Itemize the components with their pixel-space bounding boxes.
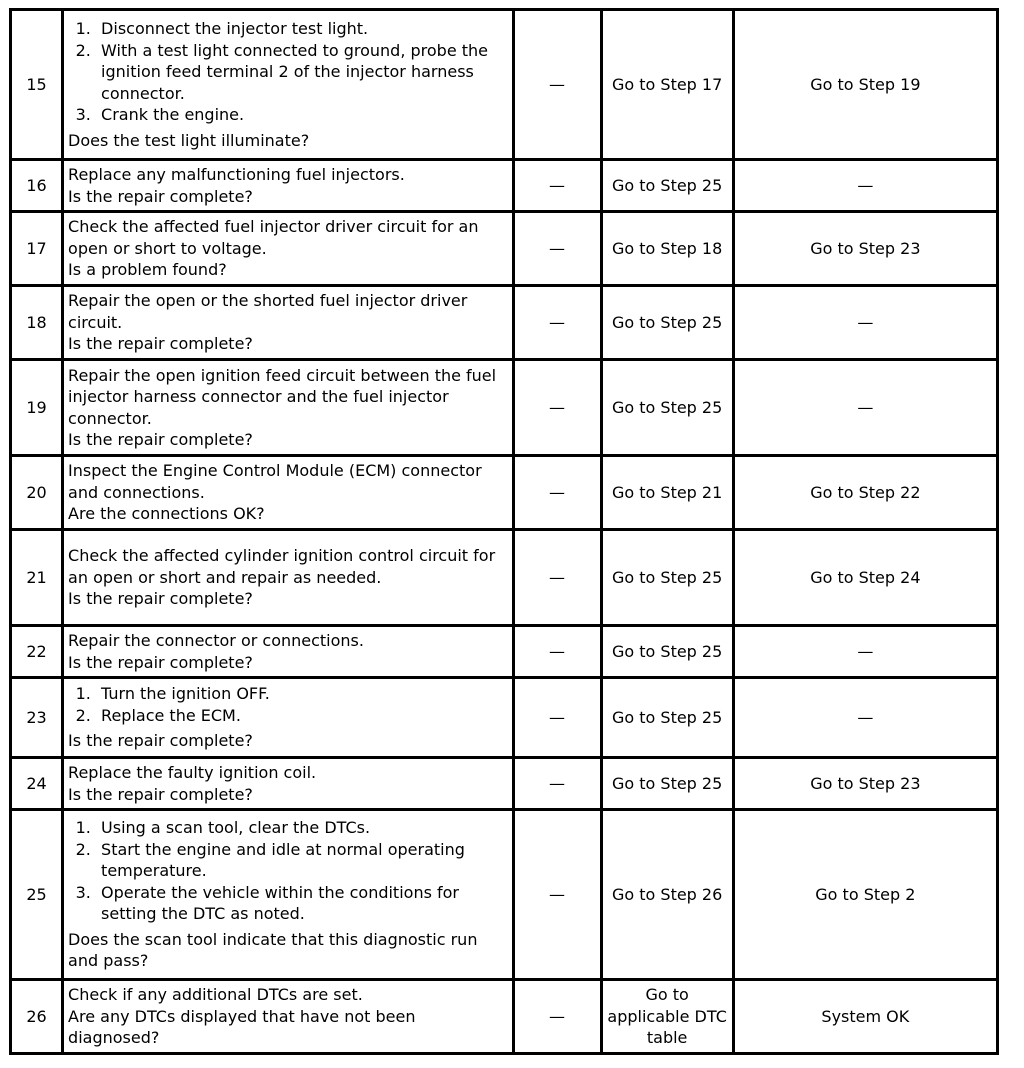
no-cell: — <box>733 360 997 456</box>
action-list <box>68 817 507 925</box>
value-cell: — <box>513 626 601 678</box>
step-action <box>63 678 513 758</box>
diagnostic-table-body <box>11 10 998 1054</box>
value-cell: — <box>513 10 601 160</box>
action-list-item: 2. With a test light connected to ground, probe the ignition feed terminal 2 of the injector harness connector. <box>101 40 507 105</box>
step-number: 20 <box>11 456 63 530</box>
yes-cell: Go to Step 25 <box>601 530 733 626</box>
action-list-item: 3. Crank the engine. <box>101 104 507 126</box>
step-number: 18 <box>11 286 63 360</box>
diagnostic-table <box>9 8 999 1055</box>
yes-cell: Go to Step 25 <box>601 626 733 678</box>
no-cell: Go to Step 22 <box>733 456 997 530</box>
action-list-item: 1. Turn the ignition OFF. <box>101 683 507 705</box>
table-row <box>11 160 998 212</box>
action-text: Replace any malfunctioning fuel injectors. <box>68 165 405 184</box>
action-list-item: 2. Start the engine and idle at normal operating temperature. <box>101 839 507 882</box>
action-text: Replace the faulty ignition coil. <box>68 763 317 782</box>
action-list <box>68 683 507 726</box>
action-question: Is the repair complete? <box>68 589 253 609</box>
no-cell: Go to Step 24 <box>733 530 997 626</box>
no-cell: Go to Step 19 <box>733 10 997 160</box>
yes-cell: Go to Step 25 <box>601 360 733 456</box>
action-list-item: 2. Replace the ECM. <box>101 705 507 727</box>
step-action <box>63 10 513 160</box>
action-question: Does the scan tool indicate that this diagnostic run and pass? <box>68 929 478 971</box>
table-row <box>11 212 998 286</box>
action-list-item: 1. Disconnect the injector test light. <box>101 18 507 40</box>
yes-cell: Go to Step 25 <box>601 758 733 810</box>
value-cell: — <box>513 456 601 530</box>
step-action <box>63 212 513 286</box>
step-number: 24 <box>11 758 63 810</box>
table-row <box>11 286 998 360</box>
action-question: Is the repair complete? <box>68 731 253 751</box>
no-cell: — <box>733 626 997 678</box>
yes-cell: Go to Step 25 <box>601 160 733 212</box>
table-row <box>11 810 998 980</box>
step-number: 26 <box>11 980 63 1054</box>
step-number: 15 <box>11 10 63 160</box>
action-question: Is a problem found? <box>68 260 227 280</box>
table-row <box>11 360 998 456</box>
step-number: 17 <box>11 212 63 286</box>
value-cell: — <box>513 360 601 456</box>
no-cell: Go to Step 23 <box>733 212 997 286</box>
action-question: Are the connections OK? <box>68 504 265 524</box>
table-row <box>11 678 998 758</box>
action-list <box>68 18 507 126</box>
no-cell: Go to Step 23 <box>733 758 997 810</box>
action-text: Inspect the Engine Control Module (ECM) connector and connections. <box>68 461 482 502</box>
yes-cell: Go to applicable DTC table <box>601 980 733 1054</box>
yes-cell: Go to Step 17 <box>601 10 733 160</box>
action-question: Does the test light illuminate? <box>68 130 310 150</box>
action-question: Is the repair complete? <box>68 784 253 804</box>
step-number: 19 <box>11 360 63 456</box>
no-cell: Go to Step 2 <box>733 810 997 980</box>
step-action <box>63 286 513 360</box>
yes-cell: Go to Step 26 <box>601 810 733 980</box>
action-list-item: 1. Using a scan tool, clear the DTCs. <box>101 817 507 839</box>
step-number: 25 <box>11 810 63 980</box>
table-row <box>11 530 998 626</box>
table-row <box>11 10 998 160</box>
action-text: Check the affected cylinder ignition control circuit for an open or short and repair as needed. <box>68 546 496 587</box>
step-action <box>63 980 513 1054</box>
step-number: 23 <box>11 678 63 758</box>
no-cell: — <box>733 286 997 360</box>
value-cell: — <box>513 678 601 758</box>
value-cell: — <box>513 286 601 360</box>
step-number: 21 <box>11 530 63 626</box>
step-action <box>63 456 513 530</box>
action-text: Repair the open ignition feed circuit between the fuel injector harness connector and the fuel injector connector. <box>68 365 497 428</box>
table-row <box>11 980 998 1054</box>
action-text: Repair the open or the shorted fuel injector driver circuit. <box>68 291 468 332</box>
no-cell: — <box>733 678 997 758</box>
yes-cell: Go to Step 25 <box>601 286 733 360</box>
step-action <box>63 626 513 678</box>
step-action <box>63 758 513 810</box>
yes-cell: Go to Step 25 <box>601 678 733 758</box>
no-cell: System OK <box>733 980 997 1054</box>
step-action <box>63 810 513 980</box>
step-number: 16 <box>11 160 63 212</box>
value-cell: — <box>513 160 601 212</box>
action-question: Are any DTCs displayed that have not been diagnosed? <box>68 1006 416 1048</box>
table-row <box>11 626 998 678</box>
action-text: Check if any additional DTCs are set. <box>68 985 363 1005</box>
step-number: 22 <box>11 626 63 678</box>
value-cell: — <box>513 530 601 626</box>
action-text: Repair the connector or connections. <box>68 631 364 650</box>
yes-cell: Go to Step 18 <box>601 212 733 286</box>
table-row <box>11 456 998 530</box>
action-text: Check the affected fuel injector driver circuit for an open or short to voltage. <box>68 217 479 258</box>
value-cell: — <box>513 810 601 980</box>
value-cell: — <box>513 980 601 1054</box>
yes-cell: Go to Step 21 <box>601 456 733 530</box>
action-question: Is the repair complete? <box>68 430 253 449</box>
step-action <box>63 530 513 626</box>
action-list-item: 3. Operate the vehicle within the conditions for setting the DTC as noted. <box>101 882 507 925</box>
step-action <box>63 160 513 212</box>
action-question: Is the repair complete? <box>68 334 253 354</box>
no-cell: — <box>733 160 997 212</box>
table-row <box>11 758 998 810</box>
value-cell: — <box>513 212 601 286</box>
value-cell: — <box>513 758 601 810</box>
action-question: Is the repair complete? <box>68 186 253 206</box>
action-question: Is the repair complete? <box>68 652 253 672</box>
step-action <box>63 360 513 456</box>
